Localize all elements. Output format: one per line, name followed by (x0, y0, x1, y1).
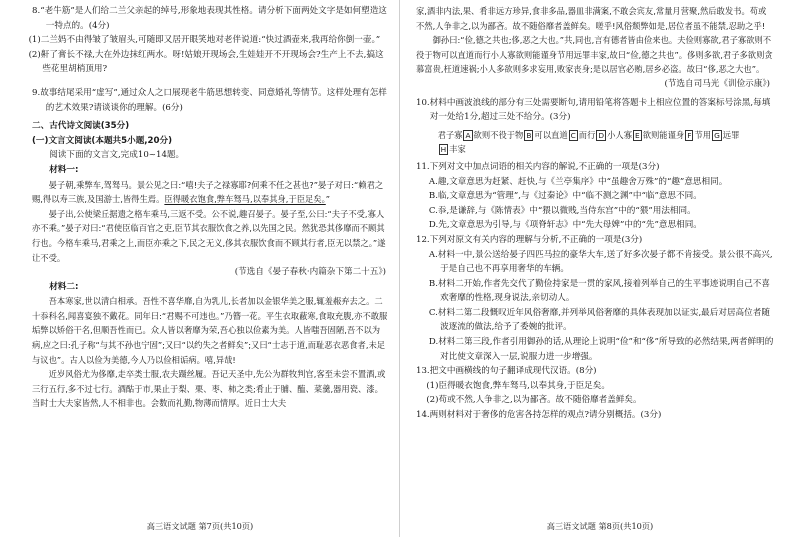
q10-part: 而行 (578, 129, 596, 140)
q10-mark-c[interactable]: C (570, 130, 576, 140)
q8-quote-2: (2)鼾了膏长不禄,大在外边抹红两水。呀!姑娘开现场会,生娃娃开不开现场会?生产上不去,搞这些花里胡梢顶用? (28, 49, 384, 75)
q10-mark-a[interactable]: A (465, 130, 471, 140)
section-wenyan-reading: (一)文言文阅读(本题共5小题,20分) (32, 135, 173, 146)
q10-mark-e[interactable]: E (635, 130, 640, 140)
q11-option-b: B.临,文章意思为“管理”,与《过秦论》中“临不测之渊”中“临”意思不同。 (428, 191, 702, 202)
q10-mark-f[interactable]: F (687, 130, 692, 140)
question-13: 13.把文中画横线的句子翻译成现代汉语。(8分) (416, 366, 597, 377)
q11-option-c: C.忝,是谦辞,与《陈情表》中“猥以微贱,当侍东宫”中的“猥”用法相同。 (428, 205, 696, 216)
material-1-source: (节选自《晏子春秋·内篇杂下第二十五》) (234, 267, 386, 278)
q10-mark-h[interactable]: H (440, 145, 447, 155)
q13-sentence-2: (2)苟或不然,人争非之,以为鄙吝。故不随俗靡者盖鲜矣。 (426, 395, 642, 406)
q10-mark-b[interactable]: B (526, 130, 532, 140)
q10-part: 君子寡 (437, 129, 463, 140)
q11-option-a: A.趣,文章意思为赶紧、赶快,与《兰亭集序》中“虽趣舍万殊”的“趣”意思相同。 (428, 176, 728, 187)
question-11: 11.下列对文中加点词语的相关内容的解说,不正确的一项是(3分) (416, 161, 660, 172)
question-10: 10.材料中画波浪线的部分有三处需要断句,请用铅笔将答题卡上相应位置的答案标号涂黑,每填对一处给1分,超过三处不给分。(3分) (416, 97, 771, 123)
q12-option-a: A.材料一中,景公送给晏子四匹马拉的豪华大车,送了好多次晏子都不肯接受。景公很不高兴,于是自己也不再享用奢华的车辆。 (428, 249, 773, 275)
material-1-paragraph-2: 晏子出,公使梁丘据遗之格车乘马,三返不受。公不说,趣召晏子。晏子至,公曰:“夫子不受,寡人亦不乘。”晏子对曰:“君使臣临百官之吏,臣节其衣服饮食之养,以先国之民。然犹恐其侈靡而不顾其行也。今格车乘马,君乘之上,而臣亦乘之下,民之无义,侈其衣服饮食而不顾其行者,臣无以禁之。”遂让不受。 (32, 208, 386, 263)
left-page-footer: 高三语文试题 第7页(共10页) (146, 521, 254, 532)
question-12: 12.下列对原文有关内容的理解与分析,不正确的一项是(3分) (416, 234, 643, 245)
material-1-paragraph-1 (32, 178, 390, 207)
q10-mark-g[interactable]: G (714, 130, 720, 140)
material-1-title: 材料一: (49, 164, 79, 175)
material-2-paragraph-2: 近岁风俗尤为侈靡,走卒类士服,农夫蹑丝履。吾记天圣中,先公为群牧判官,客至未尝不置酒,或三行五行,多不过七行。酒酤于市,果止于梨、栗、枣、柿之类;肴止于脯、醢、菜羹,器用瓷、漆。当时士大夫家皆然,人不相非也。会数而礼勤,物薄而情厚。近日士大夫 (32, 369, 386, 409)
material-2-paragraph-1: 吾本寒家,世以清白相承。吾性不喜华靡,自为乳儿,长者加以金银华美之服,辄羞赧弃去之。二十忝科名,闻喜宴独不戴花。同年曰:“君赐不可违也。”乃簪一花。平生衣取蔽寒,食取充腹,亦不敢服垢弊以矫俗干名,但顺吾性而已。众人皆以奢靡为荣,吾心独以俭素为美。人皆嗤吾固陋,吾不以为病,应之曰:孔子称“与其不孙也宁固”;又曰“以约失之者鲜矣”;又曰“士志于道,而耻恶衣恶食者,未足与议也”。古人以俭为美德,今人乃以俭相诟病。嘻,异哉! (32, 296, 388, 365)
m1-p1-end: ” (325, 194, 331, 205)
question-9: 9.故事结尾采用“虚写”,通过众人之口展现老牛筋思想转变、同意婚礼等情节。这样处理有怎样的艺术效果?请谈谈你的理解。(6分) (32, 87, 387, 113)
q8-quote-1: (1)二兰妈不由得皱了皱眉头,可随即又居开眼笑地对老伴说道:“快过酒壶来,我再给你倒一壶。” (28, 35, 381, 46)
question-14: 14.两则材料对于奢侈的危害各持怎样的观点?请分别概括。(3分) (416, 410, 662, 421)
q10-part: 欲则不役于物 (473, 129, 524, 140)
q10-part: 欲则能谨身 (642, 129, 685, 140)
q10-mark-d[interactable]: D (598, 130, 605, 140)
material-2-title: 材料二: (49, 281, 79, 292)
q12-option-b: B.材料二开始,作者先交代了勤俭持家是一贯的家风,接着列举自己的生平事迹说明自己不喜欢奢靡的性格,现身说法,亲切动人。 (428, 278, 770, 304)
q10-part: 小人寡 (607, 129, 633, 140)
section-classical-reading: 二、古代诗文阅读(35分) (32, 121, 130, 132)
material-2-continued: 家,酒非内法,果、肴非远方珍异,食非多品,器皿非满案,不敢会宾友,常量月营聚,然后敢发书。苟或不然,人争非之,以为鄙吝。故不随俗靡者盖鲜矣。嗟乎!风俗颓弊如是,居位者虽不能禁,忍助之乎! (416, 6, 767, 31)
q13-sentence-1: (1)臣得暖衣饱食,弊车驽马,以奉其身,于臣足矣。 (426, 380, 610, 391)
m1-p1-text: 晏子朝,乘弊车,驾驽马。景公见之曰:“嘻!夫子之禄寡耶?何乘不任之甚也?”晏子对曰:“赖君之赐,得以寿三族,及国游士,皆得生焉。 (32, 179, 384, 205)
material-2-paragraph-3: 御孙曰:“俭,德之共也;侈,恶之大也。”共,同也,言有德者皆由俭来也。夫俭则寡欲,君子寡欲则不役于物可以直道而行小人寡欲则能谨身节用远罪丰家,故曰“俭,德之共也”。侈则多欲,君子多欲则贪慕富贵,枉道速祸;小人多欲则多求妄用,败家丧身;是以居官必贿,居乡必盗。故曰“侈,恶之大也”。 (416, 35, 773, 75)
question-8: 8.“老牛筋”是人们给二兰父亲起的绰号,形象地表现其性格。请分析下面两处文字是如何塑造这一特点的。(4分) (32, 6, 387, 31)
q10-part: 丰家 (449, 144, 466, 155)
q10-part: 可以直道 (534, 129, 568, 140)
reading-instruction: 阅读下面的文言文,完成10~14题。 (49, 150, 185, 161)
q10-part: 远罪 (722, 129, 740, 140)
q10-sentence (416, 128, 774, 157)
right-page (400, 0, 800, 537)
right-page-footer: 高三语文试题 第8页(共10页) (546, 521, 654, 532)
q12-option-d: D.材料二第三段,作者引用御孙的话,从理论上说明“俭”和“侈”所导致的必然结果,两者鲜明的对比使文章深入一层,说服力进一步增强。 (428, 337, 774, 362)
q12-option-c: C.材料二第二段慨叹近年风俗奢靡,并列举风俗奢靡的具体表现加以证实,最后对居高位者随波逐流的做法,给予了委婉的批评。 (428, 307, 770, 333)
q11-option-d: D.先,文章意思为引导,与《项脊轩志》中“先大母婢”中的“先”意思相同。 (428, 220, 702, 231)
q10-part: 节用 (694, 129, 712, 140)
m1-p1-underlined: 臣得暖衣饱食,弊车驽马,以奉其身,于臣足矣。 (164, 194, 326, 205)
material-2-source: (节选自司马光《训俭示康》) (664, 78, 770, 89)
